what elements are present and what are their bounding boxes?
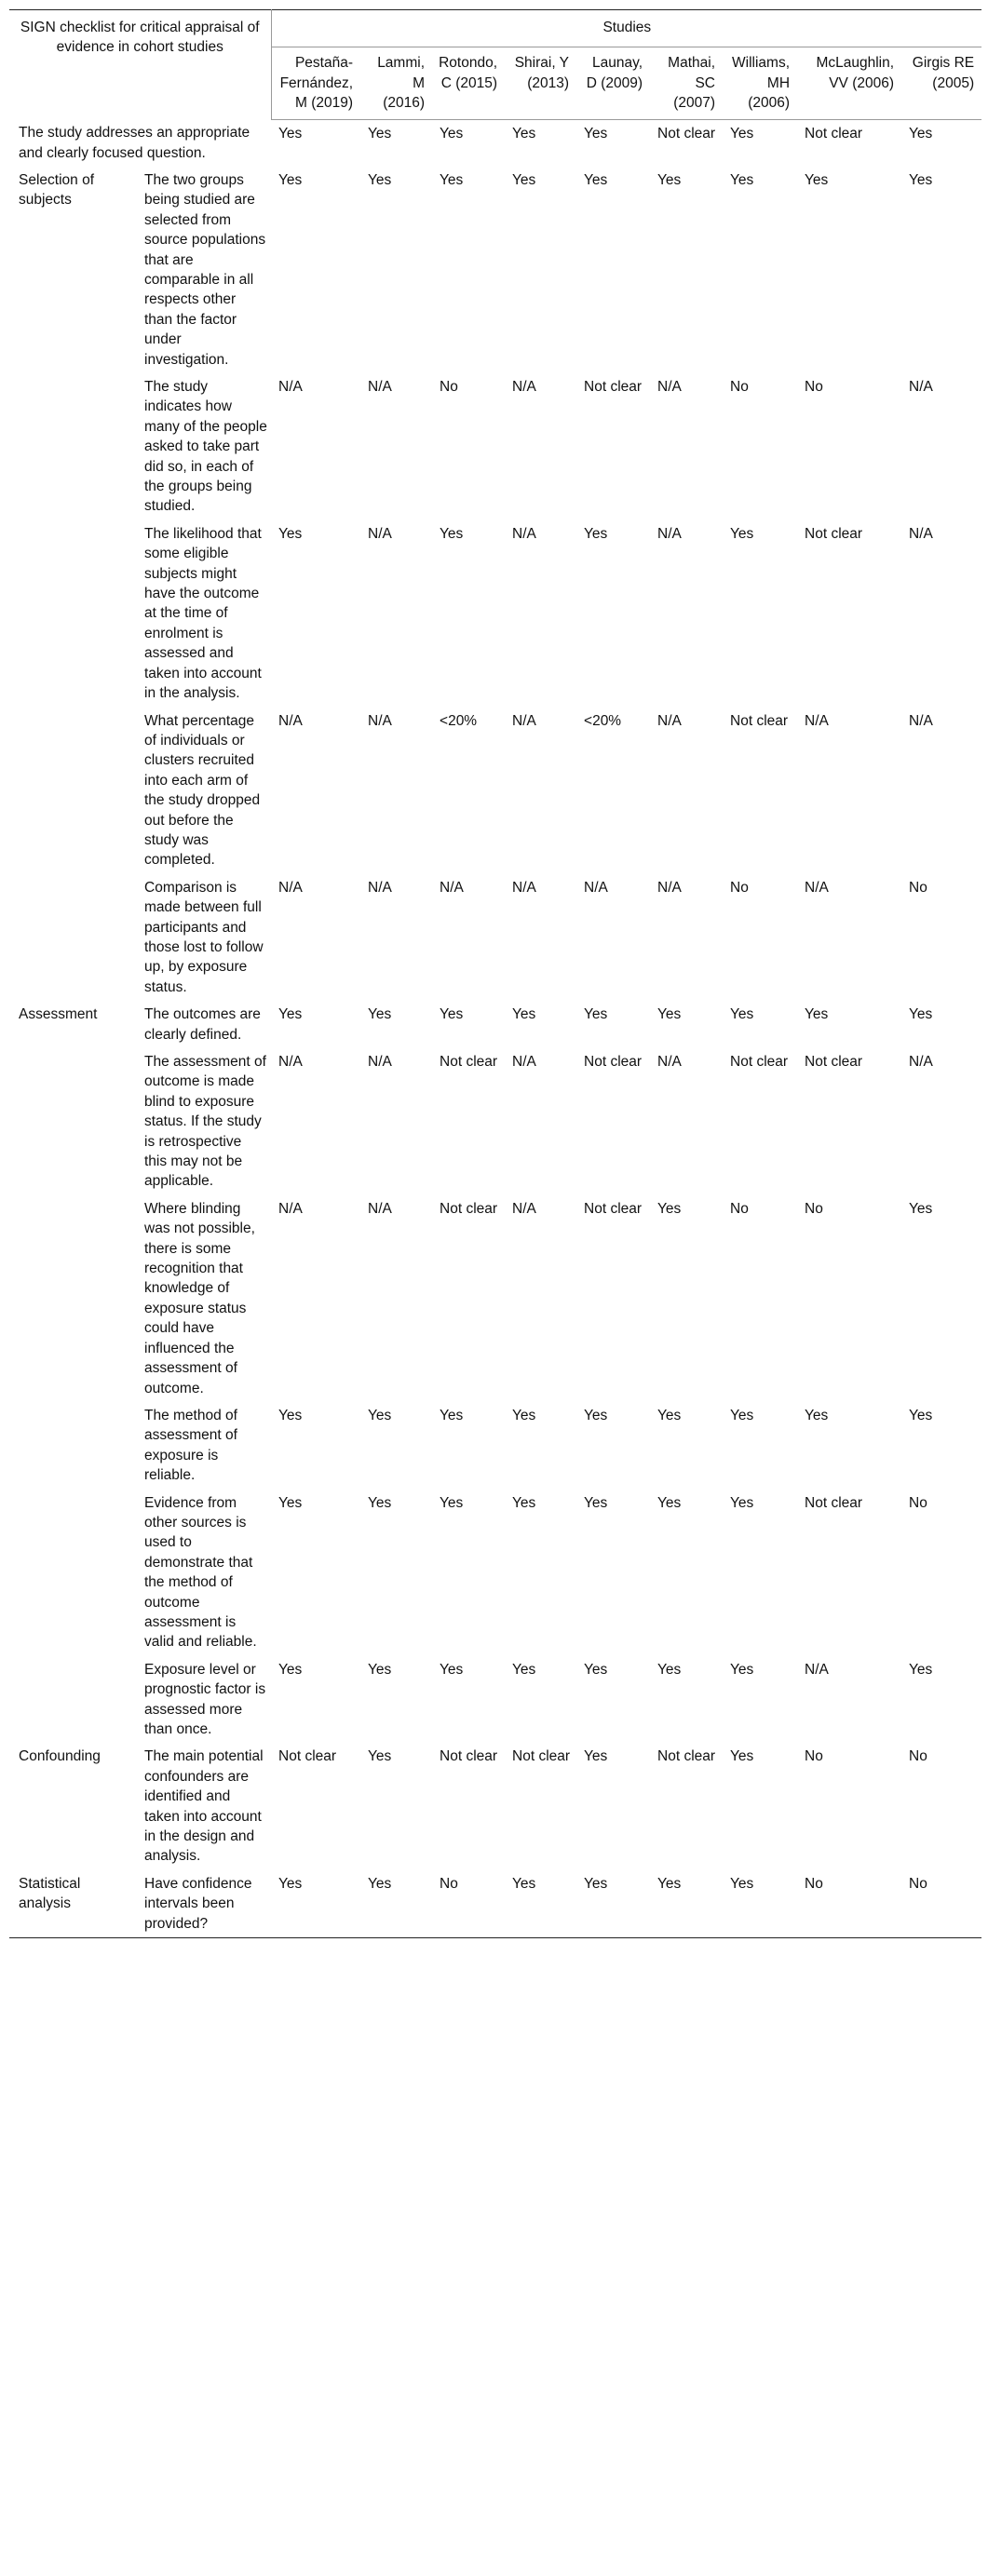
table-row: [9, 874, 981, 1001]
rating-cell: No: [901, 1870, 981, 1938]
rating-cell: N/A: [512, 379, 536, 395]
criterion-text: What percentage of individuals or clusters recruited into each arm of the study dropped out before the study was completed.: [144, 712, 261, 869]
study-column-header: Lammi, M (2016): [360, 47, 432, 119]
rating-cell: N/A: [278, 712, 303, 729]
rating-cell: N/A: [657, 712, 682, 729]
rating-cell: N/A: [909, 379, 933, 395]
rating-cell: No: [730, 1200, 749, 1217]
rating-cell: Yes: [657, 1661, 682, 1678]
table-row: [9, 1490, 981, 1656]
rating-cell: Not clear: [805, 125, 863, 142]
criterion-text: Have confidence intervals been provided?: [135, 1870, 271, 1938]
table-row: [9, 1001, 981, 1048]
rating-cell: N/A: [368, 525, 392, 542]
rating-cell: Yes: [278, 1006, 303, 1023]
rating-cell: No: [909, 1494, 927, 1511]
criterion-text: The method of assessment of exposure is reliable.: [144, 1407, 237, 1484]
rating-cell: No: [805, 379, 823, 395]
rating-cell: Not clear: [512, 1748, 571, 1765]
rating-cell: N/A: [584, 879, 608, 896]
rating-cell: Yes: [657, 1200, 682, 1217]
rating-cell: Yes: [584, 125, 608, 142]
rating-cell: Not clear: [278, 1748, 337, 1765]
rating-cell: N/A: [909, 525, 933, 542]
section-label: [9, 520, 135, 708]
rating-cell: Yes: [278, 525, 303, 542]
study-column-header: Pestaña-Fernández, M (2019): [271, 47, 360, 119]
rating-cell: Yes: [440, 1407, 464, 1423]
rating-cell: Not clear: [730, 1054, 789, 1070]
section-label: [9, 1195, 135, 1402]
rating-cell: Yes: [368, 1661, 392, 1678]
rating-cell: No: [909, 1748, 927, 1765]
criterion-text: Comparison is made between full participants and those lost to follow up, by exposure status.: [144, 879, 264, 995]
section-label: Assessment: [19, 1006, 98, 1023]
study-column-header: Williams, MH (2006): [723, 47, 797, 119]
section-label: Selection of subjects: [19, 171, 94, 209]
table-row: [9, 167, 981, 373]
rating-cell: Yes: [584, 525, 608, 542]
rating-cell: Yes: [512, 171, 536, 188]
rating-cell: Yes: [723, 1870, 797, 1938]
rating-cell: Yes: [584, 1407, 608, 1423]
rating-cell: Yes: [278, 1661, 303, 1678]
rating-cell: <20%: [584, 712, 622, 729]
rating-cell: Yes: [368, 1748, 392, 1765]
rating-cell: No: [730, 879, 749, 896]
rating-cell: Yes: [909, 1407, 933, 1423]
rating-cell: No: [730, 379, 749, 395]
table-row: [9, 373, 981, 520]
study-column-header: McLaughlin, VV (2006): [797, 47, 901, 119]
rating-cell: N/A: [909, 712, 933, 729]
rating-cell: Yes: [730, 1748, 754, 1765]
rating-cell: N/A: [368, 1200, 392, 1217]
rating-cell: Yes: [909, 1661, 933, 1678]
criterion-text: Evidence from other sources is used to demonstrate that the method of outcome assessment is valid and reliable.: [144, 1494, 257, 1651]
rating-cell: N/A: [805, 879, 829, 896]
rating-cell: Yes: [730, 125, 754, 142]
rating-cell: Yes: [278, 1494, 303, 1511]
rating-cell: Yes: [505, 1870, 576, 1938]
table-row: [9, 119, 981, 167]
rating-cell: Not clear: [657, 125, 716, 142]
rating-cell: Not clear: [805, 525, 863, 542]
rating-cell: Yes: [512, 1661, 536, 1678]
rating-cell: Yes: [805, 171, 829, 188]
table-row: [9, 1656, 981, 1744]
rating-cell: Yes: [909, 1006, 933, 1023]
rating-cell: No: [805, 1200, 823, 1217]
rating-cell: N/A: [512, 879, 536, 896]
rating-cell: Yes: [368, 171, 392, 188]
rating-cell: Not clear: [805, 1494, 863, 1511]
rating-cell: Yes: [909, 125, 933, 142]
study-column-header: Rotondo, C (2015): [432, 47, 505, 119]
rating-cell: Yes: [657, 171, 682, 188]
study-column-header: Launay, D (2009): [576, 47, 650, 119]
rating-cell: N/A: [512, 525, 536, 542]
study-column-header: Mathai, SC (2007): [650, 47, 723, 119]
table-row: [9, 1870, 981, 1938]
criterion-text: The outcomes are clearly defined.: [144, 1006, 261, 1043]
rating-cell: Yes: [657, 1494, 682, 1511]
rating-cell: N/A: [368, 712, 392, 729]
rating-cell: Yes: [657, 1006, 682, 1023]
rating-cell: Yes: [278, 171, 303, 188]
rating-cell: Yes: [584, 1661, 608, 1678]
rating-cell: N/A: [657, 879, 682, 896]
rating-cell: Yes: [584, 1494, 608, 1511]
rating-cell: Yes: [368, 1494, 392, 1511]
sign-checklist-table: [9, 9, 981, 1938]
table-row: [9, 708, 981, 874]
rating-cell: N/A: [805, 1661, 829, 1678]
table-row: [9, 1402, 981, 1490]
rating-cell: Yes: [657, 1407, 682, 1423]
table-row: [9, 520, 981, 708]
rating-cell: Yes: [368, 1006, 392, 1023]
rating-cell: No: [797, 1870, 901, 1938]
rating-cell: N/A: [278, 1054, 303, 1070]
table-title: SIGN checklist for critical appraisal of evidence in cohort studies: [9, 10, 271, 120]
rating-cell: No: [805, 1748, 823, 1765]
rating-cell: Yes: [440, 1494, 464, 1511]
rating-cell: Not clear: [805, 1054, 863, 1070]
rating-cell: Yes: [440, 171, 464, 188]
rating-cell: Yes: [909, 171, 933, 188]
rating-cell: Not clear: [440, 1200, 498, 1217]
rating-cell: N/A: [512, 1200, 536, 1217]
rating-cell: Not clear: [440, 1054, 498, 1070]
rating-cell: N/A: [512, 1054, 536, 1070]
rating-cell: Yes: [730, 1494, 754, 1511]
criterion-text: Exposure level or prognostic factor is assessed more than once.: [144, 1661, 266, 1737]
rating-cell: Yes: [730, 1661, 754, 1678]
rating-cell: No: [440, 379, 458, 395]
section-label: [9, 1402, 135, 1490]
section-label: Confounding: [19, 1748, 101, 1765]
rating-cell: Yes: [368, 125, 392, 142]
rating-cell: N/A: [278, 879, 303, 896]
rating-cell: Yes: [440, 1006, 464, 1023]
studies-label: Studies: [271, 10, 981, 47]
rating-cell: N/A: [278, 1200, 303, 1217]
rating-cell: Yes: [650, 1870, 723, 1938]
criterion-text: The two groups being studied are selected from source populations that are comparable in all respects other than the factor under investigation.: [144, 171, 266, 368]
rating-cell: Yes: [512, 1006, 536, 1023]
criterion-text: The study indicates how many of the people asked to take part did so, in each of the groups being studied.: [144, 379, 267, 515]
section-label: [9, 874, 135, 1001]
rating-cell: N/A: [657, 1054, 682, 1070]
rating-cell: Yes: [512, 1494, 536, 1511]
study-column-header: Shirai, Y (2013): [505, 47, 576, 119]
rating-cell: Yes: [440, 125, 464, 142]
rating-cell: Yes: [730, 1407, 754, 1423]
rating-cell: Yes: [512, 125, 536, 142]
criterion-text: The assessment of outcome is made blind to exposure status. If the study is retrospective this may not be applicable.: [144, 1054, 266, 1190]
rating-cell: Yes: [368, 1407, 392, 1423]
rating-cell: Not clear: [584, 1054, 643, 1070]
rating-cell: Yes: [805, 1006, 829, 1023]
rating-cell: Yes: [909, 1200, 933, 1217]
rating-cell: Yes: [278, 125, 303, 142]
rating-cell: Not clear: [584, 379, 643, 395]
rating-cell: N/A: [657, 525, 682, 542]
rating-cell: N/A: [805, 712, 829, 729]
rating-cell: Yes: [584, 1006, 608, 1023]
section-label: Statistical analysis: [9, 1870, 135, 1938]
criterion-text: Where blinding was not possible, there is some recognition that knowledge of exposure status could have influenced the assessment of outcome.: [144, 1200, 255, 1396]
criterion-text: The study addresses an appropriate and clearly focused question.: [19, 125, 250, 161]
criterion-text: The main potential confounders are identified and taken into account in the design and analysis.: [144, 1748, 264, 1865]
rating-cell: Not clear: [730, 712, 789, 729]
rating-cell: N/A: [657, 379, 682, 395]
table-row: [9, 1048, 981, 1195]
rating-cell: No: [432, 1870, 505, 1938]
rating-cell: Yes: [360, 1870, 432, 1938]
rating-cell: Yes: [805, 1407, 829, 1423]
rating-cell: N/A: [512, 712, 536, 729]
rating-cell: N/A: [909, 1054, 933, 1070]
rating-cell: N/A: [368, 879, 392, 896]
study-column-header: Girgis RE (2005): [901, 47, 981, 119]
section-label: [9, 1490, 135, 1656]
rating-cell: Yes: [440, 525, 464, 542]
rating-cell: Not clear: [657, 1748, 716, 1765]
rating-cell: N/A: [278, 379, 303, 395]
rating-cell: Not clear: [584, 1200, 643, 1217]
rating-cell: Yes: [576, 1870, 650, 1938]
rating-cell: N/A: [368, 1054, 392, 1070]
table-row: [9, 1195, 981, 1402]
rating-cell: Yes: [512, 1407, 536, 1423]
rating-cell: N/A: [440, 879, 464, 896]
rating-cell: Yes: [730, 525, 754, 542]
rating-cell: Yes: [584, 1748, 608, 1765]
rating-cell: <20%: [440, 712, 478, 729]
rating-cell: Yes: [584, 171, 608, 188]
rating-cell: Yes: [730, 171, 754, 188]
table-row: [9, 1743, 981, 1869]
rating-cell: Yes: [278, 1407, 303, 1423]
rating-cell: No: [909, 879, 927, 896]
rating-cell: N/A: [368, 379, 392, 395]
section-label: [9, 708, 135, 874]
criterion-text: The likelihood that some eligible subjects might have the outcome at the time of enrolment is assessed and taken into account in the analysis.: [144, 525, 262, 702]
section-label: [9, 373, 135, 520]
rating-cell: Not clear: [440, 1748, 498, 1765]
rating-cell: Yes: [440, 1661, 464, 1678]
section-label: [9, 1048, 135, 1195]
rating-cell: Yes: [730, 1006, 754, 1023]
rating-cell: Yes: [271, 1870, 360, 1938]
section-label: [9, 1656, 135, 1744]
